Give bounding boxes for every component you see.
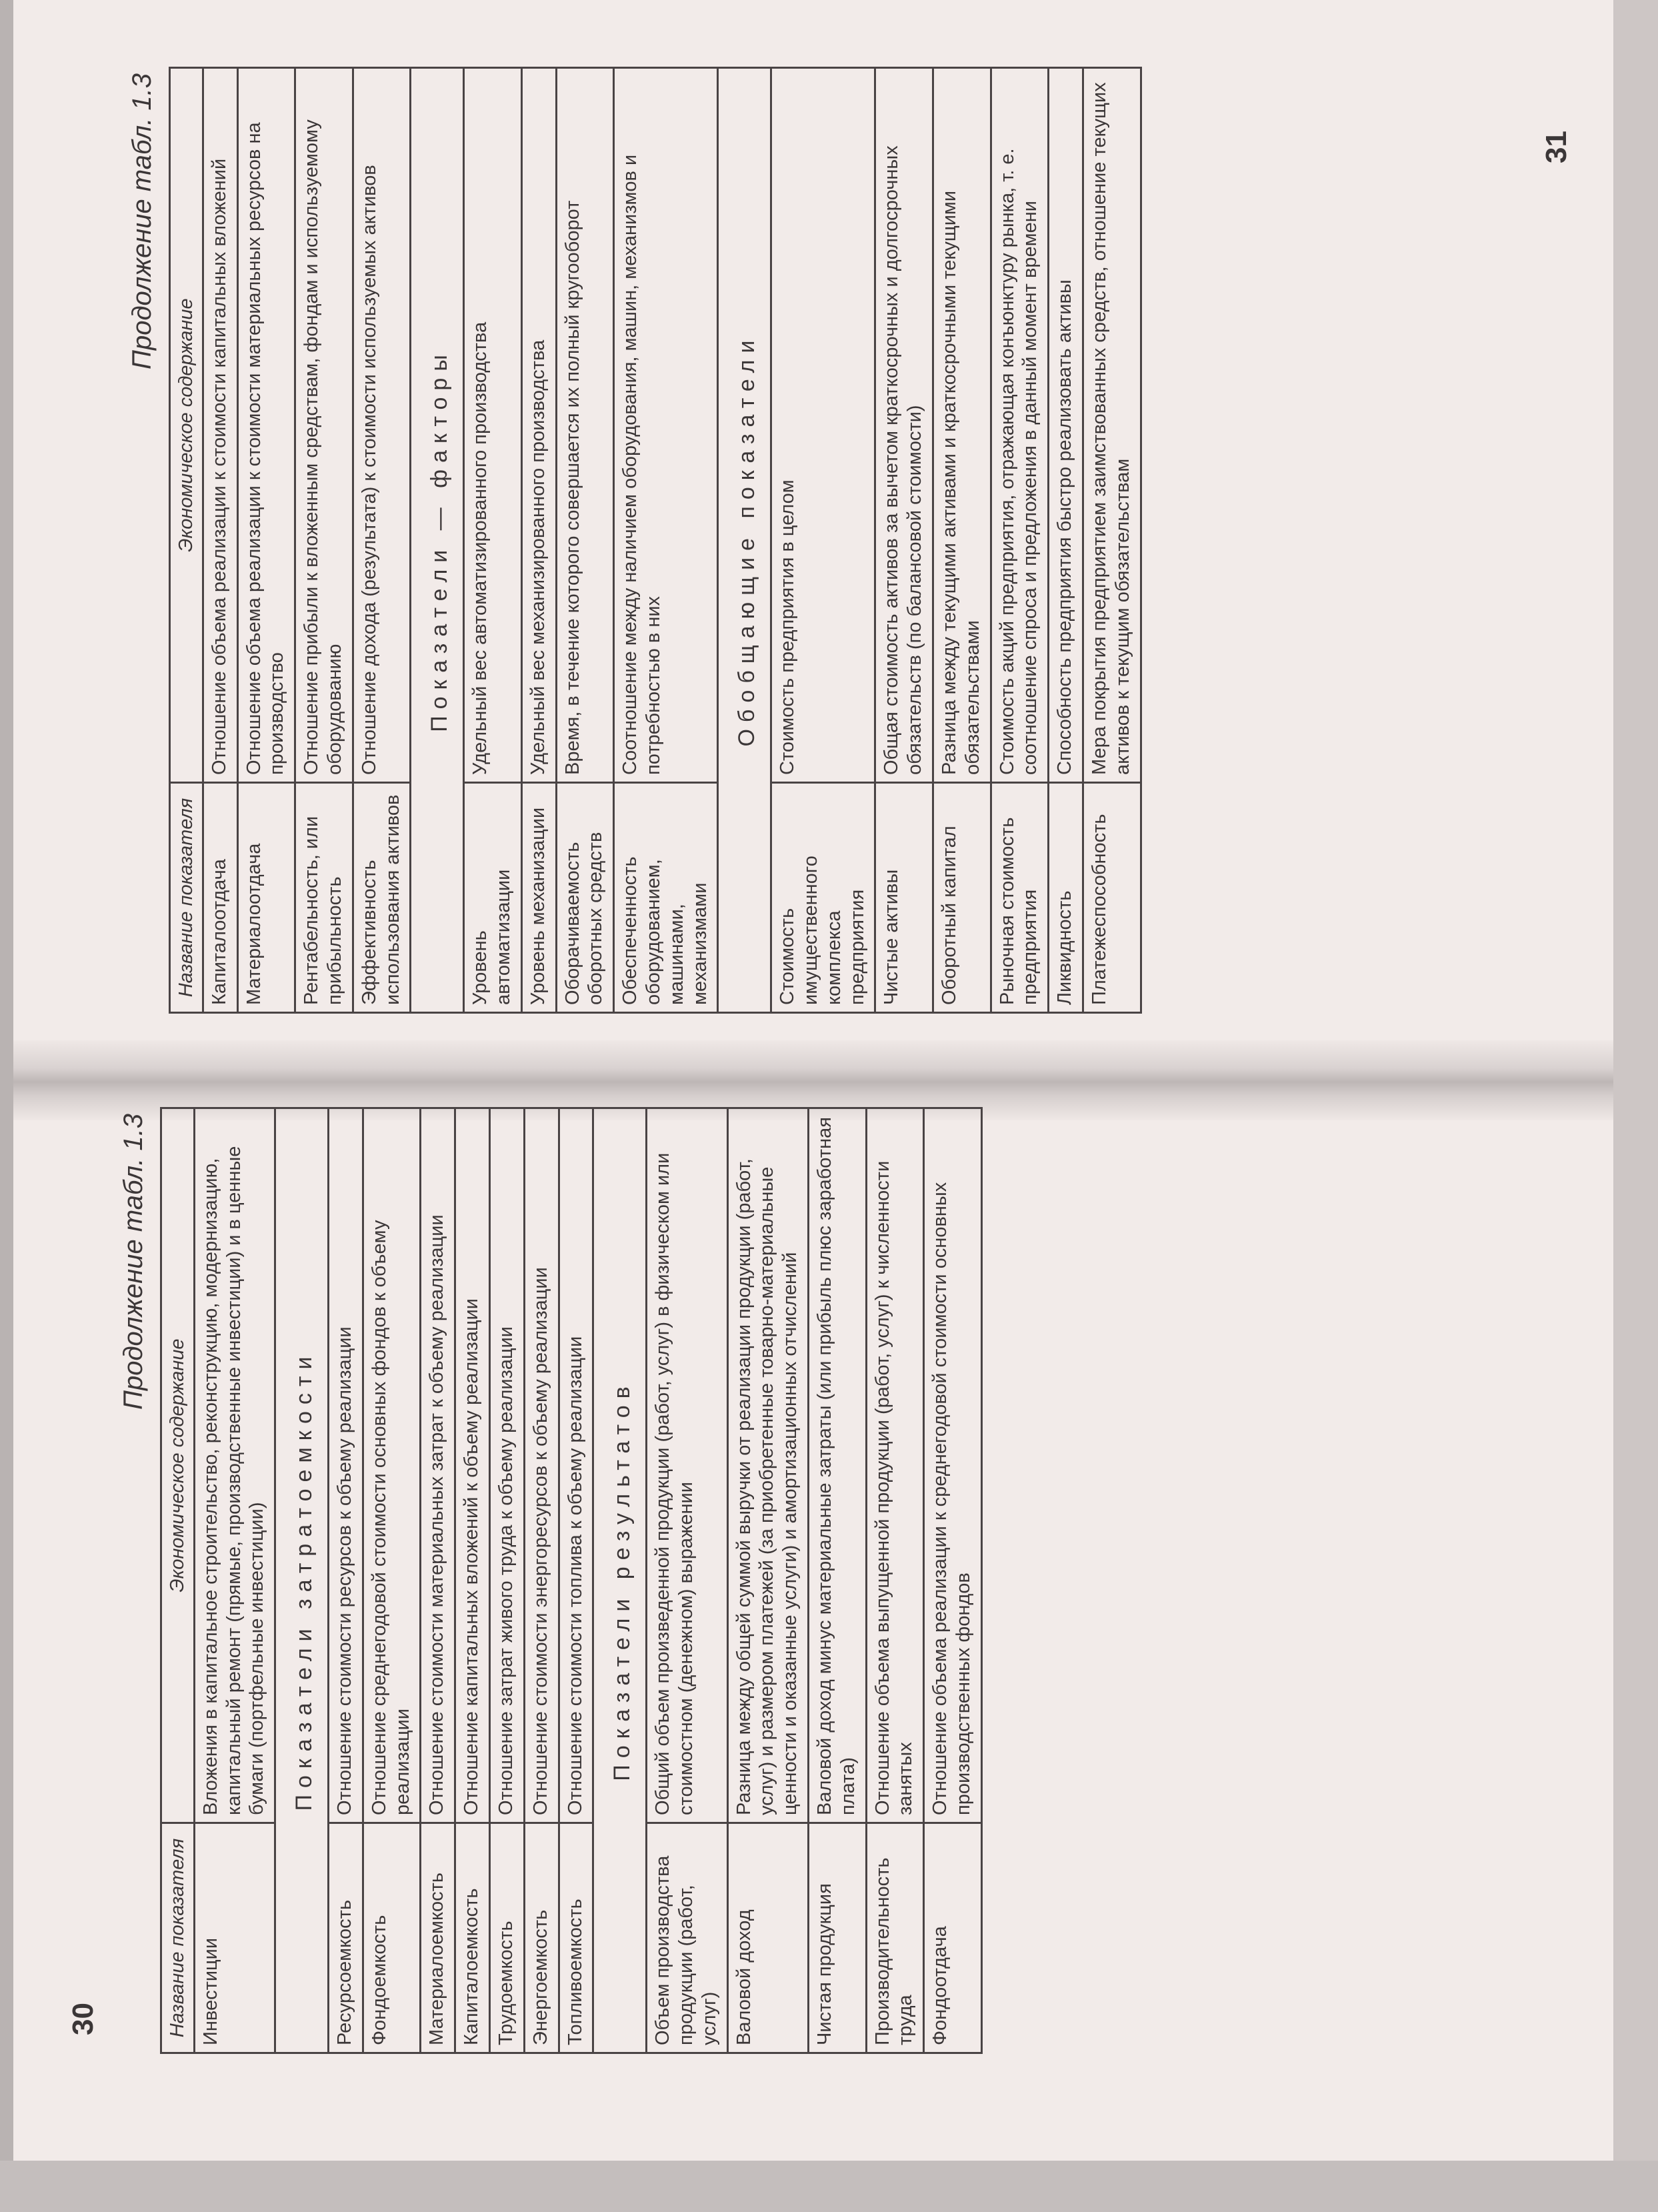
indicator-content: Общая стоимость активов за вычетом краткосрочных и долгосрочных обязательств (по балансовой стоимости) [875,68,933,783]
indicator-content: Вложения в капитальное строительство, реконструкцию, модернизацию, капитальный ремонт (прямые, производственные инвестиции) и в ценные бумаги (портфельные инвестиции) [194,1108,275,1823]
table-row [353,68,411,1013]
indicator-name: Капиталоемкость [455,1823,490,2053]
header-content: Экономическое содержание [170,68,203,783]
indicator-content: Общий объем произведенной продукции (работ, услуг) в физическом или стоимостном (денежном) выражении [647,1108,727,1823]
table-row [328,1108,363,2053]
table-row [808,1108,866,2053]
indicator-name: Ресурсоемкость [328,1823,363,2053]
indicator-content: Отношение объема реализации к среднегодовой стоимости основных производственных фондов [924,1108,982,1823]
table-row [455,1108,490,2053]
table-header-row [161,1108,195,2053]
table-caption: Продолжение табл. 1.3 [119,1114,148,1410]
indicator-name: Фондоотдача [924,1823,982,2053]
indicator-content: Стоимость акций предприятия, отражающая конъюнктуру рынка, т. е. соотношение спроса и предложения в данный момент времени [991,68,1049,783]
indicator-name: Обеспеченность оборудованием, машинами, механизмами [614,783,718,1013]
table-row [237,68,295,1013]
indicator-content: Разница между текущими активами и краткосрочными текущими обязательствами [933,68,991,783]
indicators-table [160,1107,983,2054]
indicator-content: Отношение прибыли к вложенным средствам, фондам и используемому оборудованию [295,68,353,783]
table-row [194,1108,275,2053]
table-row [464,68,522,1013]
indicator-content: Стоимость предприятия в целом [771,68,875,783]
indicator-name: Фондоемкость [363,1823,421,2053]
indicator-content: Удельный вес механизированного производства [521,68,556,783]
indicator-content: Отношение затрат живого труда к объему реализации [489,1108,524,1823]
section-title: Показатели — факторы [411,68,464,1013]
indicator-content: Отношение стоимости ресурсов к объему реализации [328,1108,363,1823]
indicator-name: Ликвидность [1049,783,1083,1013]
table-row [727,1108,808,2053]
table-row [924,1108,982,2053]
section-row [411,68,464,1013]
header-name: Название показателя [170,783,203,1013]
scan-edge [0,0,13,2212]
table-row [647,1108,727,2053]
table-row [489,1108,524,2053]
indicator-name: Уровень автоматизации [464,783,522,1013]
page-30 [113,1107,983,2054]
table-header-row [170,68,203,1013]
table-row [421,1108,455,2053]
indicator-name: Платежеспособность [1083,783,1141,1013]
section-row [275,1108,329,2053]
indicator-content: Отношение стоимости топлива к объему реализации [559,1108,593,1823]
table-row [203,68,237,1013]
indicator-content: Удельный вес автоматизированного производства [464,68,522,783]
table-row [614,68,718,1013]
table-row [991,68,1049,1013]
indicator-content: Мера покрытия предприятием заимствованных средств, отношение текущих активов к текущим обязательствам [1083,68,1141,783]
indicator-name: Валовой доход [727,1823,808,2053]
indicator-content: Время, в течение которого совершается их полный кругооборот [556,68,614,783]
table-caption: Продолжение табл. 1.3 [127,73,157,370]
indicator-content: Разница между общей суммой выручки от реализации продукции (работ, услуг) и размером платежей (за приобретенные товарно-материальные ценности и оказанные услуги) и амортизационных отчислений [727,1108,808,1823]
indicator-name: Рентабельность, или прибыльность [295,783,353,1013]
indicator-name: Рыночная стоимость предприятия [991,783,1049,1013]
table-row [363,1108,421,2053]
indicator-name: Энергоемкость [524,1823,559,2053]
table-row [524,1108,559,2053]
indicator-name: Уровень механизации [521,783,556,1013]
indicator-name: Стоимость имущественного комплекса предприятия [771,783,875,1013]
indicator-name: Чистые активы [875,783,933,1013]
indicator-content: Отношение объема реализации к стоимости материальных ресурсов на производство [237,68,295,783]
header-name: Название показателя [161,1823,195,2053]
table-row [559,1108,593,2053]
table-row [866,1108,924,2053]
indicator-content: Отношение стоимости материальных затрат к объему реализации [421,1108,455,1823]
header-content: Экономическое содержание [161,1108,195,1823]
indicator-content: Отношение стоимости энергоресурсов к объему реализации [524,1108,559,1823]
page-31 [122,67,1142,1014]
indicator-content: Отношение среднегодовой стоимости основных фондов к объему реализации [363,1108,421,1823]
page-number: 31 [1540,131,1573,163]
indicator-name: Оборачиваемость оборотных средств [556,783,614,1013]
section-row [593,1108,647,2053]
table-row [771,68,875,1013]
indicator-name: Производительность труда [866,1823,924,2053]
section-title: Показатели затратоемкости [275,1108,329,2053]
scanner-bed [0,2161,1658,2212]
indicator-name: Оборотный капитал [933,783,991,1013]
indicator-content: Отношение дохода (результата) к стоимости используемых активов [353,68,411,783]
section-title: Обобщающие показатели [718,68,771,1013]
indicators-table [169,67,1142,1014]
indicator-name: Топливоемкость [559,1823,593,2053]
indicator-name: Инвестиции [194,1823,275,2053]
indicator-name: Трудоемкость [489,1823,524,2053]
table-row [521,68,556,1013]
indicator-content: Соотношение между наличием оборудования, машин, механизмов и потребностью в них [614,68,718,783]
indicator-name: Материалоемкость [421,1823,455,2053]
indicator-content: Отношение объема реализации к стоимости капитальных вложений [203,68,237,783]
section-title: Показатели результатов [593,1108,647,2053]
indicator-content: Способность предприятия быстро реализовать активы [1049,68,1083,783]
indicator-name: Чистая продукция [808,1823,866,2053]
indicator-name: Материалоотдача [237,783,295,1013]
table-row [875,68,933,1013]
indicator-content: Отношение объема выпущенной продукции (работ, услуг) к численности занятых [866,1108,924,1823]
section-row [718,68,771,1013]
indicator-content: Отношение капитальных вложений к объему реализации [455,1108,490,1823]
indicator-content: Валовой доход минус материальные затраты (или прибыль плюс заработная плата) [808,1108,866,1823]
table-row [556,68,614,1013]
indicator-name: Капиталоотдача [203,783,237,1013]
table-row [295,68,353,1013]
indicator-name: Объем производства продукции (работ, услуг) [647,1823,727,2053]
table-row [933,68,991,1013]
table-row [1049,68,1083,1013]
indicator-name: Эффективность использования активов [353,783,411,1013]
page-number: 30 [67,2003,99,2035]
table-row [1083,68,1141,1013]
